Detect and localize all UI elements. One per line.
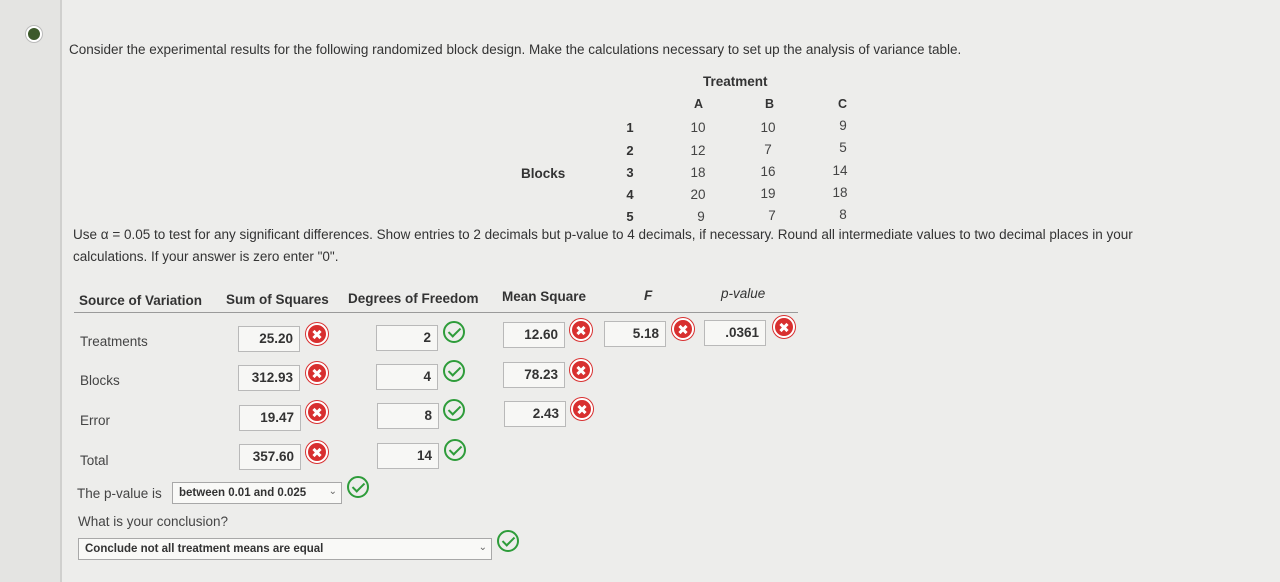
x-circle-icon [571,398,593,420]
left-rail [0,0,60,582]
x-circle-icon [773,316,795,338]
x-circle-icon [570,359,592,381]
row-label-error: Error [80,413,110,428]
block-label: 2 [626,143,634,158]
conclusion-prompt: What is your conclusion? [78,514,229,529]
check-circle-icon [443,321,465,343]
status-dot-icon [26,26,42,42]
p-value-prompt: The p-value is [77,486,162,501]
treatment-header: Treatment [703,74,768,89]
block-label: 1 [626,120,634,135]
row-label-total: Total [80,453,109,468]
table-cell: 7 [764,142,772,157]
table-cell: 9 [697,209,705,224]
error-df-input[interactable]: 8 [377,403,439,429]
p-value-range-select[interactable] [172,482,342,504]
table-cell: 10 [760,120,776,135]
column-header-c: C [838,97,848,111]
treatments-p-value-input[interactable]: .0361 [704,320,766,346]
header-source: Source of Variation [79,293,203,308]
header-f: F [644,288,653,303]
column-header-b: B [765,97,775,111]
header-p-value: p-value [721,286,766,301]
conclusion-select[interactable] [78,538,492,560]
error-ms-input[interactable]: 2.43 [504,401,566,427]
chevron-down-icon: ⌄ [478,542,487,553]
check-circle-icon [443,360,465,382]
header-df: Degrees of Freedom [348,291,479,306]
table-cell: 7 [768,208,776,223]
row-label-blocks: Blocks [80,373,120,388]
x-circle-icon [672,318,694,340]
treatments-df-input[interactable]: 2 [376,325,438,351]
instructions-line-1: Use α = 0.05 to test for any significant differences. Show entries to 2 decimals but p-value to 4 decimals, if necessary. Round all intermediate values to two decimal places in your [73,227,1133,242]
treatments-ss-input[interactable]: 25.20 [238,326,300,352]
instructions-line-2: calculations. If your answer is zero enter "0". [73,249,339,264]
table-cell: 10 [690,120,706,135]
table-cell: 18 [690,165,706,180]
table-cell: 9 [839,118,847,133]
p-value-range-selected: between 0.01 and 0.025 [179,487,307,499]
header-mean-square: Mean Square [502,289,587,304]
table-cell: 18 [832,185,848,200]
block-label: 3 [626,165,634,180]
x-circle-icon [570,319,592,341]
total-df-input[interactable]: 14 [377,443,439,469]
treatments-ms-input[interactable]: 12.60 [503,322,565,348]
header-sum-squares: Sum of Squares [226,292,329,307]
chevron-down-icon: ⌄ [328,486,337,497]
x-circle-icon [306,323,328,345]
blocks-ms-input[interactable]: 78.23 [503,362,565,388]
x-circle-icon [306,441,328,463]
table-cell: 8 [839,207,847,222]
blocks-label: Blocks [521,166,566,181]
question-intro: Consider the experimental results for the following randomized block design. Make the calculations necessary to set up the analysis of variance table. [69,42,962,57]
header-divider [74,312,798,313]
total-ss-input[interactable]: 357.60 [239,444,301,470]
table-cell: 14 [832,163,848,178]
block-label: 4 [626,187,634,202]
treatments-f-input[interactable]: 5.18 [604,321,666,347]
conclusion-selected: Conclude not all treatment means are equal [85,543,324,555]
table-cell: 20 [690,187,706,202]
table-cell: 5 [839,140,847,155]
blocks-ss-input[interactable]: 312.93 [238,365,300,391]
table-cell: 16 [760,164,776,179]
check-circle-icon [444,439,466,461]
x-circle-icon [306,401,328,423]
row-label-treatments: Treatments [80,334,148,349]
x-circle-icon [306,362,328,384]
check-circle-icon [443,399,465,421]
check-circle-icon [497,530,519,552]
table-cell: 19 [760,186,776,201]
blocks-df-input[interactable]: 4 [376,364,438,390]
block-label: 5 [626,209,634,224]
column-header-a: A [694,97,704,111]
check-circle-icon [347,476,369,498]
table-cell: 12 [690,143,706,158]
error-ss-input[interactable]: 19.47 [239,405,301,431]
instructions [73,224,1243,268]
